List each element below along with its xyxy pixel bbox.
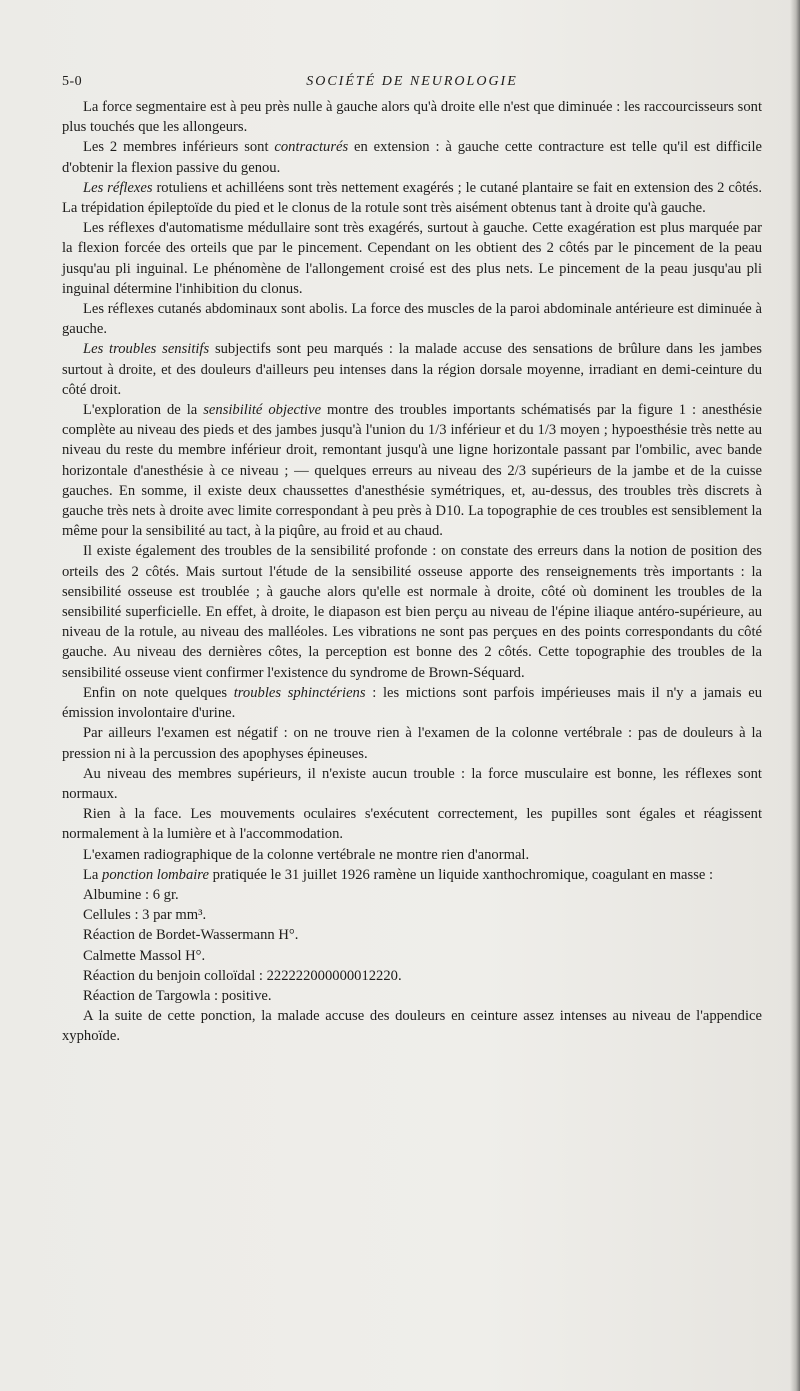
paragraph: Les troubles sensitifs subjectifs sont peu marqués : la malade accuse des sensations de brûlure dans les jambes surtout à droite, et des douleurs d'ailleurs peu intenses dans la région dorsale moyenne, irradiant en demi-ceinture du côté droit. — [62, 341, 762, 398]
paragraph: Les réflexes d'automatisme médullaire sont très exagérés, surtout à gauche. Cette exagération est plus marquée par la flexion forcée des orteils que par le pincement. Cependant on les obtient des 2 côtés par le pincement de la peau jusqu'au pli inguinal. Le phénomène de l'allongement croisé est des plus nets. Le pincement de la peau jusqu'au pli inguinal détermine l'inhibition du clonus. — [62, 220, 762, 297]
list-item: Réaction de Targowla : positive. — [83, 987, 272, 1004]
emphasis: Les troubles sensitifs — [83, 341, 210, 358]
paragraph: A la suite de cette ponction, la malade accuse des douleurs en ceinture assez intenses au niveau de l'appendice xyphoïde. — [62, 1008, 762, 1045]
emphasis: troubles sphinctériens — [233, 684, 366, 701]
list-item: Réaction du benjoin colloïdal : 222222000000012220. — [83, 967, 402, 984]
paragraph: Les réflexes rotuliens et achilléens sont très nettement exagérés ; le cutané plantaire se fait en extension des 2 côtés. La trépidation épileptoïde du pied et le clonus de la rotule sont très aisément obtenus tant à droite qu'à gauche. — [62, 179, 762, 217]
paragraph: Rien à la face. Les mouvements oculaires s'exécutent correctement, les pupilles sont égales et réagissent normalement à la lumière et à l'accommodation. — [62, 806, 762, 843]
paragraph: Enfin on note quelques troubles sphinctériens : les mictions sont parfois impérieuses mais il n'y a jamais eu émission involontaire d'urine. — [62, 684, 762, 722]
paragraph: L'exploration de la sensibilité objective montre des troubles importants schématisés par la figure 1 : anesthésie complète au niveau des pieds et des jambes jusqu'à l'union du 1/3 inférieur et du 1/3 moyen ; hypoesthésie très nette au niveau du reste du membre inférieur droit, remontant jusqu'à une ligne horizontale passant par l'ombilic, avec bande horizontale d'anesthésie à ce niveau ; — quelques erreurs au niveau des 2/3 supérieurs de la jambe et de la cuisse gauches. En somme, il existe deux chaussettes d'anesthésie symétriques, et, au-dessus, des troubles très discrets à gauche très nets à droite avec limite correspondant à peu près à D10. La topographie de ces troubles est sensiblement la même pour la sensibilité au tact, à la piqûre, au froid et au chaud. — [62, 402, 763, 540]
list-item: Cellules : 3 par mm³. — [83, 907, 207, 924]
paragraph: La ponction lombaire pratiquée le 31 juillet 1926 ramène un liquide xanthochromique, coagulant en masse : — [83, 866, 714, 883]
emphasis: sensibilité objective — [203, 402, 322, 419]
paragraph: Il existe également des troubles de la sensibilité profonde : on constate des erreurs dans la notion de position des orteils des 2 côtés. Mais surtout l'étude de la sensibilité osseuse apporte des renseignements très importants : la sensibilité osseuse est troublée ; à gauche alors qu'elle est normale à droite, côté où dominent les troubles de la sensibilité superficielle. En effet, à droite, le diapason est bien perçu au niveau de l'épine iliaque antéro-supérieure, au niveau de la rotule, au niveau des malléoles. Les vibrations ne sont pas perçues en des points correspondants du côté gauche. Au niveau des dernières côtes, la perception est bonne des 2 côtés. Cette topographie des troubles de la sensibilité osseuse vient confirmer l'existence du syndrome de Brown-Séquard. — [62, 543, 762, 681]
page-edge-shadow — [790, 0, 800, 1391]
paragraph: Au niveau des membres supérieurs, il n'existe aucun trouble : la force musculaire est bonne, les réflexes sont normaux. — [62, 765, 762, 802]
page-header — [62, 74, 762, 96]
page-number: 5-0 — [62, 74, 83, 89]
body-text — [62, 97, 762, 1047]
paragraph: Les 2 membres inférieurs sont contracturés en extension : à gauche cette contracture est telle qu'il est difficile d'obtenir la flexion passive du genou. — [62, 139, 763, 176]
paragraph: Les réflexes cutanés abdominaux sont abolis. La force des muscles de la paroi abdominale antérieure est diminuée à gauche. — [62, 301, 762, 338]
list-item: Calmette Massol H°. — [83, 947, 206, 964]
paragraph: Par ailleurs l'examen est négatif : on ne trouve rien à l'examen de la colonne vertébrale : pas de douleurs à la pression ni à la percussion des apophyses épineuses. — [62, 725, 762, 762]
paragraph: L'examen radiographique de la colonne vertébrale ne montre rien d'anormal. — [83, 846, 530, 863]
emphasis: Les réflexes — [83, 179, 153, 196]
emphasis: ponction lombaire — [102, 866, 209, 883]
running-title: SOCIÉTÉ DE NEUROLOGIE — [306, 74, 518, 89]
paragraph: La force segmentaire est à peu près nulle à gauche alors qu'à droite elle n'est que diminuée : les raccourcisseurs sont plus touchés que les allongeurs. — [62, 99, 762, 136]
list-item: Réaction de Bordet-Wassermann H°. — [83, 927, 299, 944]
emphasis: contracturés — [274, 139, 349, 156]
list-item: Albumine : 6 gr. — [83, 886, 179, 903]
